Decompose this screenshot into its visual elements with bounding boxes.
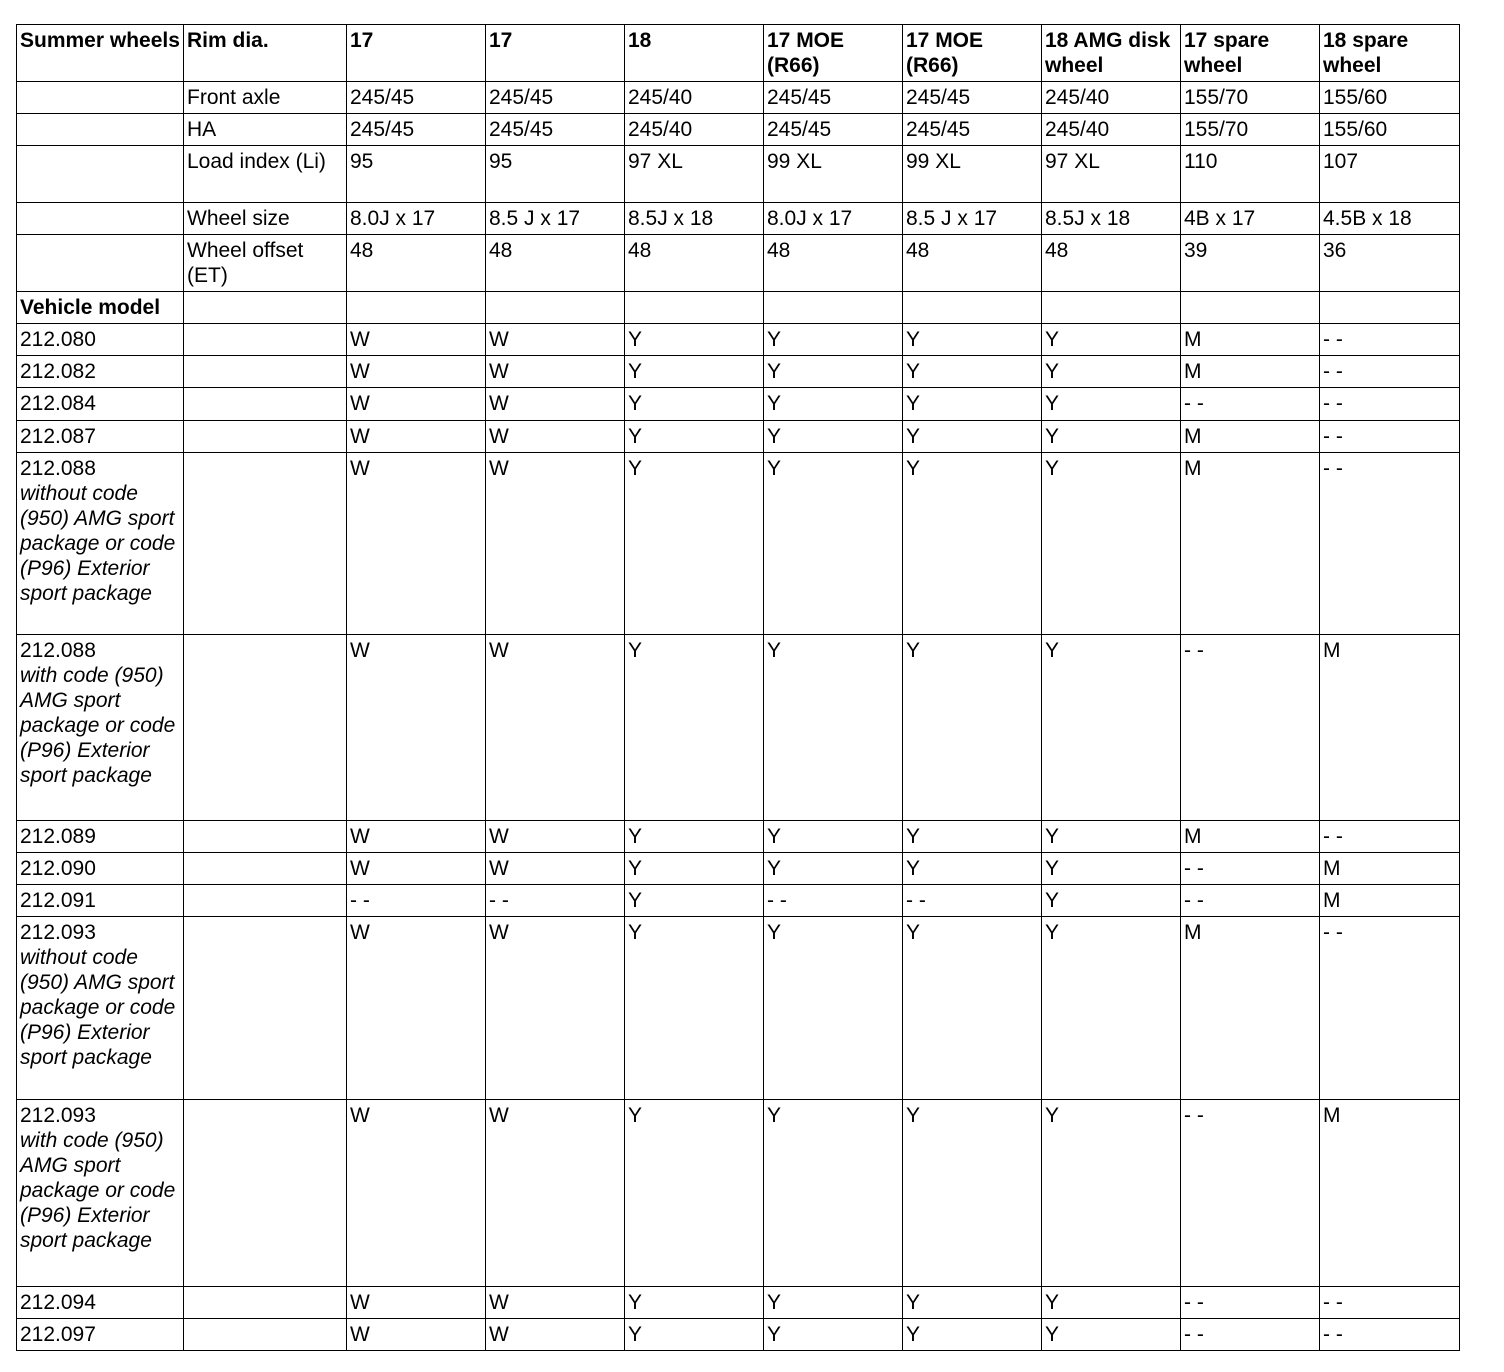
availability-cell: M (1181, 917, 1320, 1100)
empty-cell (903, 292, 1042, 324)
empty-cell (1181, 292, 1320, 324)
availability-cell: Y (903, 1287, 1042, 1319)
availability-cell: Y (625, 1319, 764, 1351)
empty-cell (184, 635, 347, 821)
column-header: 18 AMG disk wheel (1042, 25, 1181, 82)
empty-cell (184, 917, 347, 1100)
availability-cell: Y (1042, 853, 1181, 885)
model-number: 212.093 (20, 921, 96, 944)
spec-value: 155/70 (1181, 82, 1320, 114)
availability-cell: Y (764, 821, 903, 853)
availability-cell: Y (764, 853, 903, 885)
model-number: 212.094 (20, 1291, 96, 1314)
model-cell (17, 917, 184, 1100)
availability-cell: Y (903, 388, 1042, 421)
spec-value: 245/45 (486, 82, 625, 114)
availability-cell: - - (1320, 356, 1460, 388)
model-number: 212.088 (20, 639, 96, 662)
availability-cell: - - (1320, 421, 1460, 453)
empty-cell (1320, 292, 1460, 324)
availability-cell: Y (1042, 885, 1181, 917)
availability-cell: Y (903, 853, 1042, 885)
empty-cell (347, 292, 486, 324)
column-header: 17 spare wheel (1181, 25, 1320, 82)
spec-value: 95 (347, 146, 486, 203)
availability-cell: W (486, 917, 625, 1100)
availability-cell: - - (1320, 324, 1460, 356)
empty-cell (184, 324, 347, 356)
table-title: Summer wheels (17, 25, 184, 82)
availability-cell: Y (903, 1100, 1042, 1287)
spec-value: 8.5J x 18 (625, 203, 764, 235)
availability-cell: M (1181, 421, 1320, 453)
availability-cell: Y (1042, 421, 1181, 453)
availability-cell: M (1320, 635, 1460, 821)
model-cell (17, 356, 184, 388)
availability-cell: Y (1042, 453, 1181, 635)
model-number: 212.084 (20, 392, 96, 415)
spec-value: 97 XL (1042, 146, 1181, 203)
column-header: 18 (625, 25, 764, 82)
spec-value: 245/45 (764, 114, 903, 146)
table-row (17, 388, 1460, 421)
empty-cell (764, 292, 903, 324)
availability-cell: W (486, 388, 625, 421)
spec-value: 8.0J x 17 (764, 203, 903, 235)
table-row (17, 1287, 1460, 1319)
availability-cell: - - (903, 885, 1042, 917)
spec-value: 155/60 (1320, 82, 1460, 114)
model-note: without code (950) AMG sport package or code (P96) Exterior sport package (20, 946, 176, 1069)
model-number: 212.090 (20, 857, 96, 880)
empty-cell (184, 1319, 347, 1351)
spec-value: 99 XL (764, 146, 903, 203)
availability-cell: M (1320, 885, 1460, 917)
availability-cell: W (347, 821, 486, 853)
availability-cell: W (347, 635, 486, 821)
availability-cell: W (347, 1287, 486, 1319)
availability-cell: Y (764, 1287, 903, 1319)
availability-cell: - - (1181, 1287, 1320, 1319)
empty-cell (184, 388, 347, 421)
model-cell (17, 821, 184, 853)
spec-value: 8.5J x 18 (1042, 203, 1181, 235)
empty-cell (184, 421, 347, 453)
availability-cell: Y (625, 821, 764, 853)
availability-cell: Y (625, 453, 764, 635)
availability-cell: Y (903, 917, 1042, 1100)
availability-cell: - - (347, 885, 486, 917)
empty-cell (17, 203, 184, 235)
availability-cell: - - (1320, 1319, 1460, 1351)
availability-cell: Y (903, 421, 1042, 453)
availability-cell: - - (1320, 453, 1460, 635)
availability-cell: Y (1042, 1319, 1181, 1351)
spec-value: 245/45 (347, 114, 486, 146)
availability-cell: Y (625, 356, 764, 388)
column-header: 17 MOE (R66) (903, 25, 1042, 82)
model-cell (17, 421, 184, 453)
empty-cell (184, 292, 347, 324)
empty-cell (625, 292, 764, 324)
availability-cell: Y (764, 635, 903, 821)
table-row (17, 356, 1460, 388)
model-number: 212.097 (20, 1323, 96, 1346)
availability-cell: Y (625, 1287, 764, 1319)
model-cell (17, 324, 184, 356)
availability-cell: Y (764, 388, 903, 421)
availability-cell: W (486, 1319, 625, 1351)
availability-cell: W (486, 853, 625, 885)
availability-cell: Y (764, 324, 903, 356)
availability-cell: W (486, 421, 625, 453)
availability-cell: Y (1042, 388, 1181, 421)
spec-value: 155/70 (1181, 114, 1320, 146)
availability-cell: M (1181, 821, 1320, 853)
availability-cell: Y (903, 635, 1042, 821)
availability-cell: W (486, 821, 625, 853)
vehicle-model-row (17, 292, 1460, 324)
table-row (17, 917, 1460, 1100)
availability-cell: Y (1042, 821, 1181, 853)
spec-value: 8.0J x 17 (347, 203, 486, 235)
availability-cell: - - (1320, 917, 1460, 1100)
empty-cell (17, 82, 184, 114)
availability-cell: W (347, 453, 486, 635)
availability-cell: Y (764, 421, 903, 453)
model-cell (17, 1319, 184, 1351)
model-number: 212.089 (20, 825, 96, 848)
rim-diameter-label: Rim dia. (184, 25, 347, 82)
spec-value: 97 XL (625, 146, 764, 203)
availability-cell: - - (1181, 853, 1320, 885)
availability-cell: W (486, 356, 625, 388)
spec-value: 95 (486, 146, 625, 203)
model-number: 212.082 (20, 360, 96, 383)
empty-cell (184, 821, 347, 853)
spec-value: 107 (1320, 146, 1460, 203)
spec-label: Load index (Li) (184, 146, 347, 203)
spec-value: 48 (486, 235, 625, 292)
availability-cell: Y (625, 388, 764, 421)
model-cell (17, 885, 184, 917)
availability-cell: W (347, 356, 486, 388)
availability-cell: Y (625, 1100, 764, 1287)
spec-value: 110 (1181, 146, 1320, 203)
availability-cell: W (347, 1319, 486, 1351)
spec-value: 48 (1042, 235, 1181, 292)
spec-value: 245/40 (625, 82, 764, 114)
model-number: 212.093 (20, 1104, 96, 1127)
table-row (17, 635, 1460, 821)
column-header: 17 MOE (R66) (764, 25, 903, 82)
model-cell (17, 853, 184, 885)
availability-cell: W (347, 1100, 486, 1287)
table-body (17, 25, 1460, 1351)
availability-cell: Y (1042, 324, 1181, 356)
spec-value: 245/45 (764, 82, 903, 114)
header-row (17, 25, 1460, 82)
table-row (17, 1100, 1460, 1287)
spec-value: 245/45 (486, 114, 625, 146)
spec-value: 39 (1181, 235, 1320, 292)
spec-value: 48 (764, 235, 903, 292)
table-row (17, 1319, 1460, 1351)
availability-cell: Y (1042, 1100, 1181, 1287)
availability-cell: W (486, 635, 625, 821)
model-number: 212.087 (20, 425, 96, 448)
availability-cell: W (347, 917, 486, 1100)
availability-cell: M (1181, 356, 1320, 388)
availability-cell: W (347, 421, 486, 453)
empty-cell (17, 114, 184, 146)
spec-label: Wheel size (184, 203, 347, 235)
availability-cell: Y (764, 1100, 903, 1287)
empty-cell (184, 356, 347, 388)
availability-cell: M (1320, 1100, 1460, 1287)
column-header: 17 (486, 25, 625, 82)
availability-cell: M (1181, 324, 1320, 356)
empty-cell (1042, 292, 1181, 324)
spec-label: HA (184, 114, 347, 146)
empty-cell (184, 853, 347, 885)
vehicle-model-label: Vehicle model (17, 292, 184, 324)
availability-cell: Y (625, 917, 764, 1100)
spec-value: 36 (1320, 235, 1460, 292)
table-row (17, 821, 1460, 853)
availability-cell: Y (1042, 1287, 1181, 1319)
availability-cell: - - (1181, 635, 1320, 821)
column-header: 17 (347, 25, 486, 82)
spec-value: 8.5 J x 17 (903, 203, 1042, 235)
empty-cell (184, 1287, 347, 1319)
model-cell (17, 453, 184, 635)
spec-value: 245/40 (625, 114, 764, 146)
availability-cell: W (486, 453, 625, 635)
spec-row (17, 146, 1460, 203)
model-cell (17, 635, 184, 821)
availability-cell: W (486, 324, 625, 356)
spec-value: 8.5 J x 17 (486, 203, 625, 235)
availability-cell: Y (1042, 356, 1181, 388)
empty-cell (486, 292, 625, 324)
availability-cell: W (347, 853, 486, 885)
table-row (17, 853, 1460, 885)
availability-cell: - - (1320, 1287, 1460, 1319)
availability-cell: Y (1042, 635, 1181, 821)
spec-row (17, 82, 1460, 114)
spec-value: 99 XL (903, 146, 1042, 203)
availability-cell: W (486, 1287, 625, 1319)
spec-label: Front axle (184, 82, 347, 114)
availability-cell: - - (1181, 885, 1320, 917)
empty-cell (184, 885, 347, 917)
spec-value: 245/40 (1042, 114, 1181, 146)
availability-cell: - - (764, 885, 903, 917)
spec-value: 48 (625, 235, 764, 292)
model-note: without code (950) AMG sport package or code (P96) Exterior sport package (20, 482, 176, 605)
availability-cell: W (347, 324, 486, 356)
availability-cell: Y (903, 356, 1042, 388)
model-number: 212.091 (20, 889, 96, 912)
spec-row (17, 203, 1460, 235)
availability-cell: Y (764, 453, 903, 635)
availability-cell: Y (764, 356, 903, 388)
model-note: with code (950) AMG sport package or code (P96) Exterior sport package (20, 664, 176, 787)
model-cell (17, 388, 184, 421)
spec-value: 48 (347, 235, 486, 292)
availability-cell: Y (625, 324, 764, 356)
column-header: 18 spare wheel (1320, 25, 1460, 82)
availability-cell: - - (1181, 388, 1320, 421)
availability-cell: W (347, 388, 486, 421)
spec-value: 245/45 (903, 114, 1042, 146)
spec-value: 48 (903, 235, 1042, 292)
spec-row (17, 114, 1460, 146)
availability-cell: M (1320, 853, 1460, 885)
availability-cell: Y (903, 324, 1042, 356)
spec-value: 4.5B x 18 (1320, 203, 1460, 235)
availability-cell: Y (903, 1319, 1042, 1351)
availability-cell: W (486, 1100, 625, 1287)
table-row (17, 885, 1460, 917)
spec-row (17, 235, 1460, 292)
spec-label: Wheel offset (ET) (184, 235, 347, 292)
availability-cell: Y (903, 453, 1042, 635)
summer-wheels-table (16, 24, 1460, 1351)
availability-cell: Y (625, 853, 764, 885)
table-row (17, 324, 1460, 356)
model-note: with code (950) AMG sport package or code (P96) Exterior sport package (20, 1129, 176, 1252)
model-number: 212.080 (20, 328, 96, 351)
empty-cell (17, 235, 184, 292)
spec-value: 245/45 (903, 82, 1042, 114)
availability-cell: Y (1042, 917, 1181, 1100)
empty-cell (184, 453, 347, 635)
table-row (17, 421, 1460, 453)
model-cell (17, 1100, 184, 1287)
availability-cell: - - (1320, 388, 1460, 421)
availability-cell: Y (903, 821, 1042, 853)
spec-value: 245/45 (347, 82, 486, 114)
spec-value: 4B x 17 (1181, 203, 1320, 235)
availability-cell: - - (1320, 821, 1460, 853)
availability-cell: Y (764, 1319, 903, 1351)
empty-cell (17, 146, 184, 203)
availability-cell: - - (1181, 1319, 1320, 1351)
availability-cell: M (1181, 453, 1320, 635)
availability-cell: - - (486, 885, 625, 917)
empty-cell (184, 1100, 347, 1287)
availability-cell: Y (625, 635, 764, 821)
availability-cell: Y (625, 885, 764, 917)
availability-cell: Y (764, 917, 903, 1100)
model-cell (17, 1287, 184, 1319)
availability-cell: Y (625, 421, 764, 453)
availability-cell: - - (1181, 1100, 1320, 1287)
spec-value: 245/40 (1042, 82, 1181, 114)
spec-value: 155/60 (1320, 114, 1460, 146)
table-row (17, 453, 1460, 635)
model-number: 212.088 (20, 457, 96, 480)
